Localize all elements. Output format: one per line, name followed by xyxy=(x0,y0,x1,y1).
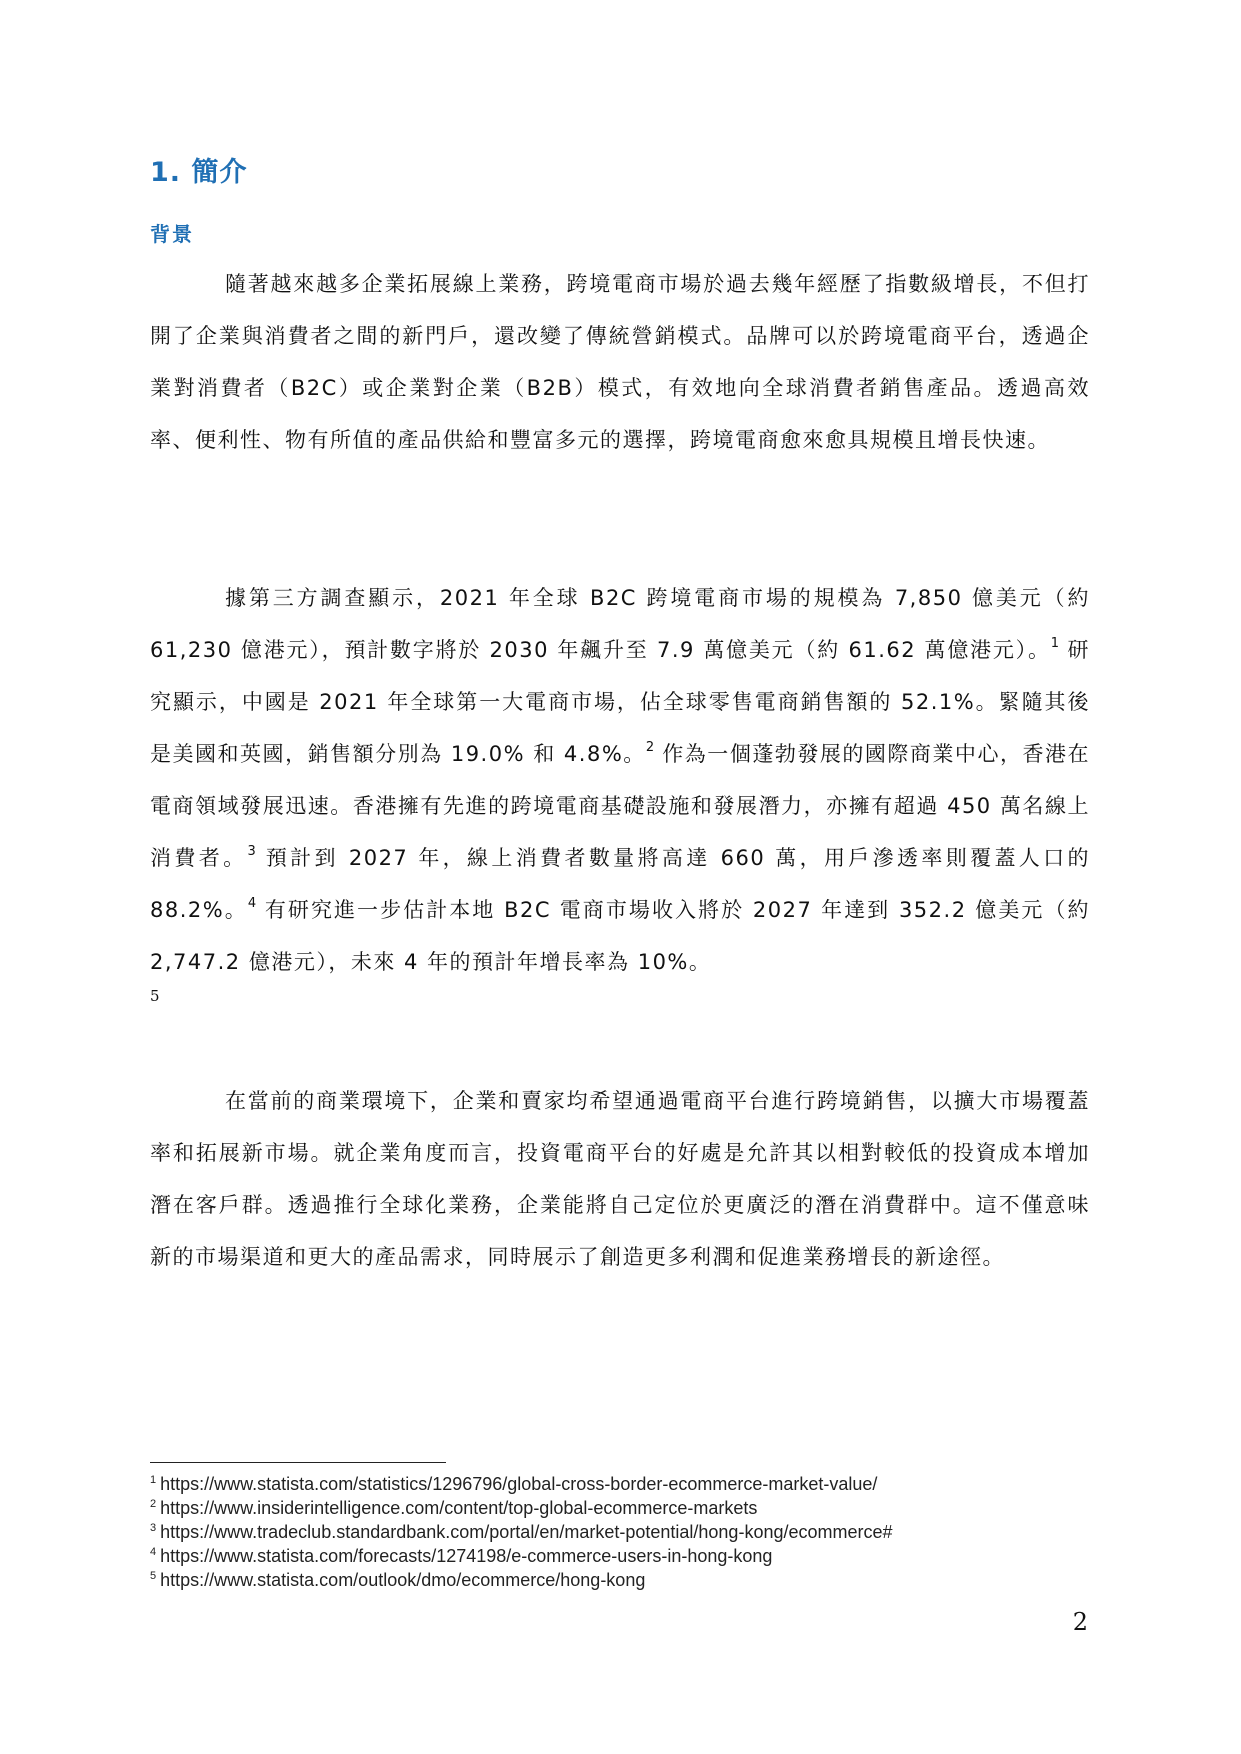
footnote-number: 5 xyxy=(150,1570,157,1582)
footnote-link[interactable]: https://www.insiderintelligence.com/content/top-global-ecommerce-markets xyxy=(160,1498,758,1518)
footnote-link[interactable]: https://www.statista.com/forecasts/1274198/e-commerce-users-in-hong-kong xyxy=(160,1546,773,1566)
footnote-divider xyxy=(150,1462,446,1463)
paragraph-business-environment: 在當前的商業環境下，企業和賣家均希望通過電商平台進行跨境銷售，以擴大市場覆蓋率和拓展新市場。就企業角度而言，投資電商平台的好處是允許其以相對較低的投資成本增加潛在客戶群。透過推行全球化業務，企業能將自己定位於更廣泛的潛在消費群中。這不僅意味新的市場渠道和更大的產品需求，同時展示了創造更多利潤和促進業務增長的新途徑。 xyxy=(150,1089,1090,1269)
footnotes-list xyxy=(150,1472,1110,1592)
footnote-marker[interactable]: 4 xyxy=(247,896,257,911)
paragraph-background: 隨著越來越多企業拓展線上業務，跨境電商市場於過去幾年經歷了指數級增長，不但打開了企業與消費者之間的新門戶，還改變了傳統營銷模式。品牌可以於跨境電商平台，透過企業對消費者（B2C）或企業對企業（B2B）模式，有效地向全球消費者銷售產品。透過高效率、便利性、物有所值的產品供給和豐富多元的選擇，跨境電商愈來愈具規模且增長快速。 xyxy=(150,272,1090,452)
footnote-item xyxy=(150,1496,1110,1520)
section-heading: 1. 簡介 xyxy=(150,157,248,188)
paragraph-sentence: 預計到 2027 年，線上消費者數量將高達 660 萬，用戶滲透率則覆蓋人口的 88.2%。 xyxy=(150,846,1091,922)
footnote-item xyxy=(150,1568,1110,1592)
footnote-link[interactable]: https://www.statista.com/statistics/1296796/global-cross-border-ecommerce-market-value/ xyxy=(160,1474,878,1494)
footnote-item xyxy=(150,1472,1110,1496)
footnote-marker[interactable]: 2 xyxy=(645,740,655,755)
footnote-number: 3 xyxy=(150,1522,157,1534)
subsection-heading: 背景 xyxy=(150,222,194,246)
paragraph-sentence: 據第三方調查顯示，2021 年全球 B2C 跨境電商市場的規模為 7,850 億美元（約 61,230 億港元），預計數字將於 2030 年飆升至 7.9 萬億美元（約 61.62 萬億港元）。 xyxy=(150,586,1090,662)
paragraph-sentence: 作為一個蓬勃發展的國際商業中心，香港在電商領域發展迅速。香港擁有先進的跨境電商基礎設施和發展潛力，亦擁有超過 450 萬名線上消費者。 xyxy=(150,742,1090,870)
paragraph-sentence: 有研究進一步估計本地 B2C 電商市場收入將於 2027 年達到 352.2 億美元（約 2,747.2 億港元），未來 4 年的預計年增長率為 10%。 xyxy=(150,898,1091,974)
footnote-marker[interactable]: 5 xyxy=(150,987,160,1005)
footnote-marker[interactable]: 1 xyxy=(1050,636,1060,651)
footnote-number: 1 xyxy=(150,1474,157,1486)
paragraph-sentence: 研究顯示，中國是 2021 年全球第一大電商市場，佔全球零售電商銷售額的 52.1%。緊隨其後是美國和英國，銷售額分別為 19.0% 和 4.8%。 xyxy=(150,638,1090,766)
footnote-number: 2 xyxy=(150,1498,157,1510)
paragraph-market-data xyxy=(150,572,1090,988)
footnote-number: 4 xyxy=(150,1546,157,1558)
footnote-item xyxy=(150,1520,1110,1544)
page-number: 2 xyxy=(1072,1608,1088,1636)
footnote-link[interactable]: https://www.statista.com/outlook/dmo/ecommerce/hong-kong xyxy=(160,1570,646,1590)
footnote-item xyxy=(150,1544,1110,1568)
footnote-link[interactable]: https://www.tradeclub.standardbank.com/portal/en/market-potential/hong-kong/ecommerce# xyxy=(160,1522,893,1542)
footnote-marker[interactable]: 3 xyxy=(247,844,256,859)
